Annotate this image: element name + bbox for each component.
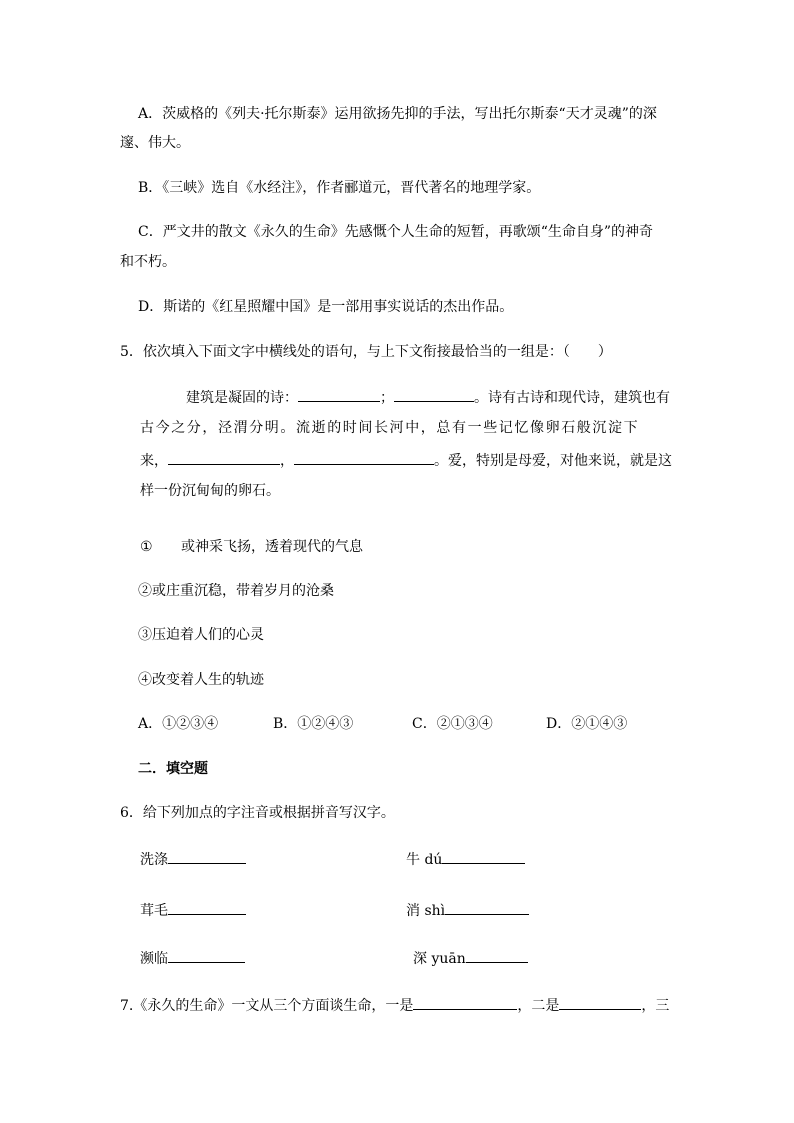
word-text: 洗涤 [140, 852, 168, 868]
word-item [140, 849, 246, 870]
option-d: D．斯诺的《红星照耀中国》是一部用事实说话的杰出作品。 [138, 299, 514, 315]
question-7 [120, 995, 669, 1016]
word-item [406, 849, 525, 870]
choice-b: B．①②④③ [273, 716, 354, 732]
word-item [140, 948, 245, 969]
answer-blank[interactable] [445, 900, 529, 915]
answer-blank[interactable] [294, 450, 434, 465]
passage-text: 来， [140, 453, 168, 469]
answer-blank[interactable] [394, 387, 474, 402]
answer-blank[interactable] [466, 948, 528, 963]
option-a-line2: 邃、伟大。 [120, 135, 190, 151]
option-c-line2: 和不朽。 [120, 254, 176, 270]
passage-line1 [186, 387, 670, 408]
answer-blank[interactable] [168, 900, 246, 915]
item-3: ③压迫着人们的心灵 [138, 627, 264, 643]
word-text: 深 yuān [413, 951, 466, 967]
question-5-stem: 5．依次填入下面文字中横线处的语句，与上下文衔接最恰当的一组是：（ ） [120, 344, 612, 360]
answer-blank[interactable] [442, 849, 525, 864]
passage-line4: 样一份沉甸甸的卵石。 [140, 483, 280, 499]
passage-line2: 古今之分，泾渭分明。流逝的时间长河中，总有一些记忆像卵石般沉淀下 [140, 420, 640, 436]
word-text: 牛 dú [406, 852, 443, 868]
section-title: 二．填空题 [138, 761, 208, 777]
answer-blank[interactable] [559, 995, 641, 1010]
item-1-number: ① [140, 539, 153, 555]
item-4: ④改变着人生的轨迹 [138, 672, 264, 688]
answer-blank[interactable] [168, 948, 245, 963]
word-text: 茸毛 [140, 903, 168, 919]
item-2: ②或庄重沉稳，带着岁月的沧桑 [138, 583, 334, 599]
question-7-text: ，三 [641, 998, 670, 1014]
question-7-text: ，二是 [517, 998, 560, 1014]
choice-c: C．②①③④ [412, 716, 493, 732]
word-text: 消 shì [406, 903, 446, 919]
word-item [140, 900, 246, 921]
passage-line3 [140, 450, 672, 471]
word-item [413, 948, 528, 969]
item-1-text: 或神采飞扬，透着现代的气息 [181, 539, 363, 555]
answer-blank[interactable] [168, 849, 246, 864]
answer-blank[interactable] [413, 995, 517, 1010]
answer-blank[interactable] [298, 387, 380, 402]
passage-text: 建筑是凝固的诗： [186, 390, 298, 406]
option-a-line1: A．茨威格的《列夫·托尔斯泰》运用欲扬先抑的手法，写出托尔斯泰“天才灵魂”的深 [138, 106, 657, 122]
question-7-text: 7.《永久的生命》一文从三个方面谈生命，一是 [120, 998, 414, 1014]
passage-text: ， [280, 453, 294, 469]
passage-text: 。诗有古诗和现代诗，建筑也有 [474, 390, 670, 406]
choice-a: A．①②③④ [138, 716, 219, 732]
passage-text: ； [380, 390, 394, 406]
word-text: 濒临 [140, 951, 168, 967]
option-b: B．《三峡》选自《水经注》，作者郦道元，晋代著名的地理学家。 [138, 180, 541, 196]
word-item [406, 900, 529, 921]
answer-blank[interactable] [168, 450, 280, 465]
passage-text: 。爱，特别是母爱，对他来说，就是这 [434, 453, 672, 469]
option-c-line1: C．严文井的散文《永久的生命》先感慨个人生命的短暂，再歌颂“生命自身”的神奇 [138, 224, 654, 240]
question-6-stem: 6．给下列加点的字注音或根据拼音写汉字。 [120, 805, 395, 821]
choice-d: D．②①④③ [546, 716, 628, 732]
